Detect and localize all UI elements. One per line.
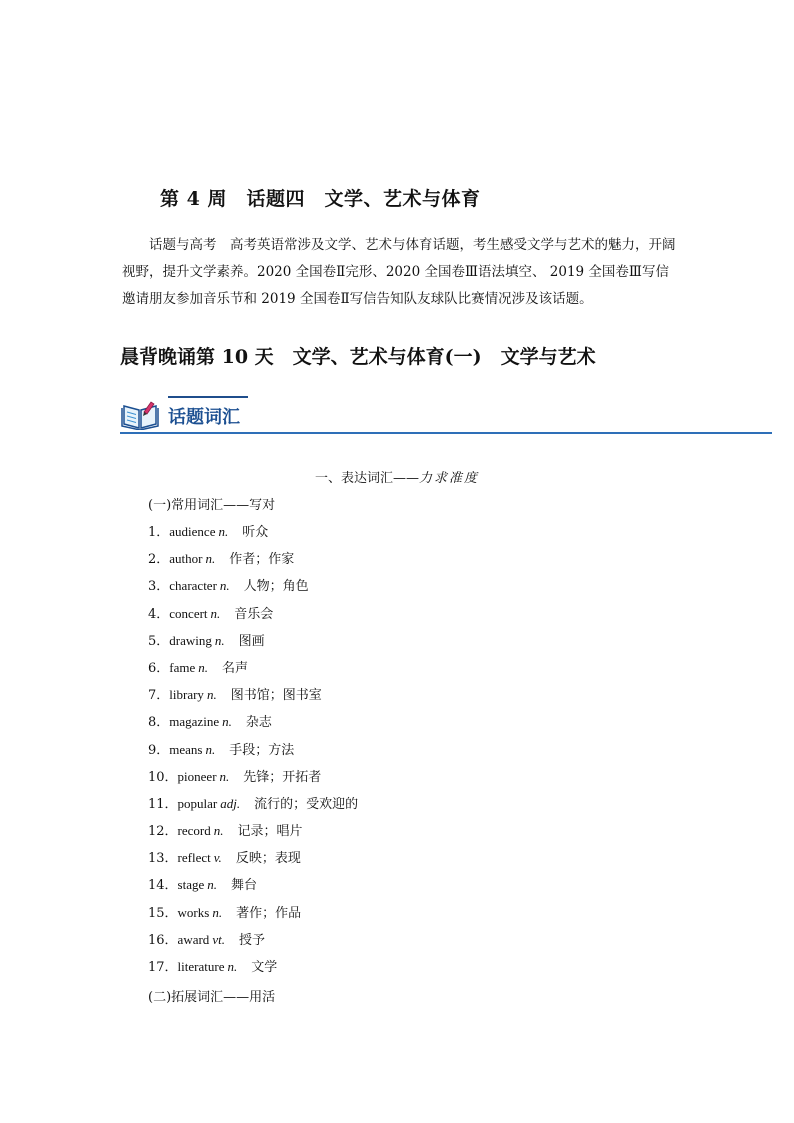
vocab-number: 9． bbox=[148, 742, 170, 758]
vocab-word: character bbox=[169, 578, 217, 594]
vocab-item bbox=[148, 790, 358, 817]
vocab-word: popular bbox=[177, 795, 218, 811]
vocab-word: audience bbox=[169, 524, 216, 539]
vocab-word: works bbox=[177, 904, 210, 920]
vocab-number: 16． bbox=[148, 932, 178, 948]
vocab-item bbox=[148, 736, 358, 763]
subheading-extended-vocabulary: (二)拓展词汇——用活 bbox=[148, 990, 276, 1005]
vocab-meaning: 手段；方法 bbox=[229, 742, 295, 758]
vocab-word: author bbox=[169, 551, 203, 567]
vocab-number: 10． bbox=[148, 769, 178, 785]
vocab-item bbox=[148, 681, 358, 708]
vocab-word: reflect bbox=[177, 850, 211, 866]
vocab-number: 14． bbox=[148, 878, 178, 894]
subheading-common-vocabulary: (一)常用词汇——写对 bbox=[148, 498, 276, 513]
vocab-number: 17． bbox=[148, 960, 178, 975]
section-heading-emphasis: 力求准度 bbox=[419, 471, 480, 486]
vocab-meaning: 杂志 bbox=[245, 715, 272, 731]
vocab-part-of-speech: n. bbox=[214, 632, 225, 648]
vocab-meaning: 人物；角色 bbox=[243, 579, 309, 595]
vocab-part-of-speech: vt. bbox=[212, 931, 225, 947]
vocabulary-list bbox=[148, 518, 358, 980]
banner-top-rule bbox=[168, 396, 248, 398]
vocab-meaning: 名声 bbox=[222, 660, 249, 676]
vocab-meaning: 音乐会 bbox=[234, 606, 274, 622]
vocab-word: stage bbox=[177, 877, 205, 893]
vocab-number: 6． bbox=[148, 660, 170, 676]
vocab-number: 8． bbox=[148, 715, 170, 731]
vocab-word: concert bbox=[169, 605, 208, 621]
vocab-number: 11． bbox=[148, 796, 178, 812]
vocab-item bbox=[148, 708, 358, 735]
vocab-meaning: 作者；作家 bbox=[229, 552, 295, 568]
vocab-item bbox=[148, 600, 358, 627]
vocab-number: 5． bbox=[148, 633, 170, 649]
vocab-item bbox=[148, 654, 358, 681]
vocab-item bbox=[148, 953, 358, 980]
week-title: 第 4 周 话题四 文学、艺术与体育 bbox=[160, 188, 481, 210]
vocab-part-of-speech: n. bbox=[219, 578, 230, 594]
book-icon bbox=[120, 398, 160, 430]
vocab-part-of-speech: n. bbox=[227, 959, 238, 974]
vocab-meaning: 图画 bbox=[238, 633, 265, 649]
vocab-number: 1． bbox=[148, 525, 170, 540]
vocab-item bbox=[148, 572, 358, 599]
vocab-item bbox=[148, 763, 358, 790]
section-heading-text: 一、表达词汇—— bbox=[314, 471, 419, 486]
vocab-number: 4． bbox=[148, 606, 170, 622]
vocab-number: 13． bbox=[148, 851, 178, 867]
vocab-meaning: 文学 bbox=[251, 960, 278, 975]
topic-vocabulary-banner bbox=[120, 394, 772, 436]
vocab-item bbox=[148, 926, 358, 953]
vocab-meaning: 著作；作品 bbox=[236, 905, 302, 921]
vocab-meaning: 记录；唱片 bbox=[237, 824, 303, 840]
vocab-word: record bbox=[177, 823, 211, 839]
day-title: 晨背晚诵第 10 天 文学、艺术与体育(一) 文学与艺术 bbox=[120, 346, 596, 368]
vocab-item bbox=[148, 518, 358, 545]
vocab-part-of-speech: n. bbox=[218, 524, 229, 539]
vocab-part-of-speech: n. bbox=[198, 659, 209, 675]
vocab-part-of-speech: n. bbox=[205, 551, 216, 567]
vocab-meaning: 流行的；受欢迎的 bbox=[254, 796, 359, 812]
vocab-meaning: 先锋；开拓者 bbox=[243, 769, 322, 785]
vocab-part-of-speech: n. bbox=[206, 687, 217, 703]
vocab-item bbox=[148, 545, 358, 572]
vocab-meaning: 舞台 bbox=[231, 878, 258, 894]
vocab-part-of-speech: n. bbox=[219, 768, 230, 784]
vocab-part-of-speech: n. bbox=[210, 605, 221, 621]
vocab-part-of-speech: v. bbox=[213, 850, 222, 866]
vocab-word: means bbox=[169, 741, 203, 757]
vocab-part-of-speech: n. bbox=[212, 904, 223, 920]
vocab-item bbox=[148, 627, 358, 654]
vocab-part-of-speech: n. bbox=[207, 877, 218, 893]
vocab-item bbox=[148, 817, 358, 844]
vocab-number: 7． bbox=[148, 688, 170, 704]
vocab-word: magazine bbox=[169, 714, 220, 730]
vocab-part-of-speech: n. bbox=[205, 741, 216, 757]
vocab-meaning: 听众 bbox=[242, 525, 269, 540]
banner-bottom-rule bbox=[120, 432, 772, 434]
vocab-number: 15． bbox=[148, 905, 178, 921]
vocab-item bbox=[148, 899, 358, 926]
vocab-part-of-speech: n. bbox=[222, 714, 232, 730]
section-heading bbox=[0, 467, 794, 486]
vocab-number: 12． bbox=[148, 824, 178, 840]
vocab-item bbox=[148, 844, 358, 871]
vocab-word: library bbox=[169, 687, 204, 703]
vocab-number: 3． bbox=[148, 579, 170, 595]
vocab-item bbox=[148, 871, 358, 898]
intro-paragraph bbox=[122, 232, 682, 313]
vocab-word: drawing bbox=[169, 632, 212, 648]
vocab-word: pioneer bbox=[177, 768, 217, 784]
vocab-meaning: 授予 bbox=[238, 932, 265, 948]
vocab-number: 2． bbox=[148, 552, 170, 568]
intro-text: 话题与高考 高考英语常涉及文学、艺术与体育话题，考生感受文学与艺术的魅力，开阔视野，提升文学素养。2020 全国卷Ⅱ完形、2020 全国卷Ⅲ语法填空、 2019 全国卷Ⅲ写信邀请朋友参加音乐节和 2019 全国卷Ⅱ写信告知队友球队比赛情况涉及该话题。 bbox=[122, 237, 676, 307]
vocab-part-of-speech: n. bbox=[213, 823, 224, 839]
banner-label: 话题词汇 bbox=[168, 407, 240, 428]
vocab-word: fame bbox=[169, 659, 196, 675]
vocab-meaning: 反映；表现 bbox=[235, 851, 301, 867]
vocab-word: literature bbox=[177, 959, 225, 974]
vocab-part-of-speech: adj. bbox=[220, 795, 241, 811]
vocab-meaning: 图书馆；图书室 bbox=[230, 688, 322, 704]
vocab-word: award bbox=[177, 931, 210, 947]
